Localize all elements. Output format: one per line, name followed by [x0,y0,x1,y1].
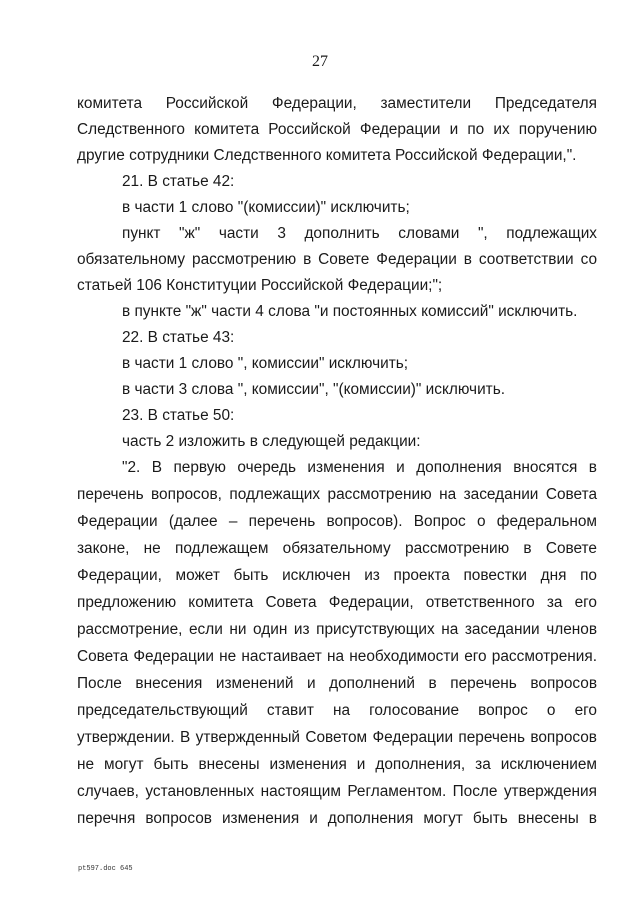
text-line: Следственного комитета Российской Федерации и по их поручению [77,121,597,138]
text-line: другие сотрудники Следственного комитета Российской Федерации,". [77,147,577,164]
text-line: После внесения изменений и дополнений в перечень вопросов [77,675,597,692]
text-line: рассмотрение, если ни один из присутствующих на заседании членов [77,621,597,638]
text-line: перечень вопросов, подлежащих рассмотрению на заседании Совета [77,486,597,503]
text-line: в пункте "ж" части 4 слова "и постоянных комиссий" исключить. [122,303,578,320]
text-line: часть 2 изложить в следующей редакции: [122,433,421,450]
text-line: комитета Российской Федерации, заместители Председателя [77,95,597,112]
text-line: утверждении. В утвержденный Советом Федерации перечень вопросов [77,729,597,746]
text-line: в части 3 слова ", комиссии", "(комиссии)" исключить. [122,381,506,398]
text-line: не могут быть внесены изменения и дополнения, за исключением [77,756,597,773]
text-line: предложению комитета Совета Федерации, ответственного за его [77,594,597,611]
text-line: 21. В статье 42: [122,173,235,190]
text-line: перечня вопросов изменения и дополнения могут быть внесены в [77,810,597,827]
footer-file-code: pt597.doc 645 [78,865,133,873]
text-line: в части 1 слово ", комиссии" исключить; [122,355,409,372]
text-line: Федерации, может быть исключен из проекта повестки дня по [77,567,597,584]
text-line: законе, не подлежащем обязательному рассмотрению в Совете [77,540,597,557]
text-line: Федерации (далее – перечень вопросов). Вопрос о федеральном [77,513,597,530]
text-line: 23. В статье 50: [122,407,235,424]
text-line: "2. В первую очередь изменения и дополнения вносятся в [122,459,597,476]
text-line: 22. В статье 43: [122,329,235,346]
text-line: в части 1 слово "(комиссии)" исключить; [122,199,410,216]
page-number: 27 [312,53,328,70]
text-line: статьей 106 Конституции Российской Федерации;"; [77,277,443,294]
text-line: случаев, установленных настоящим Регламентом. После утверждения [77,783,597,800]
text-line: пункт "ж" части 3 дополнить словами ", подлежащих [122,225,597,242]
text-line: Совета Федерации не настаивает на необходимости его рассмотрения. [77,648,597,665]
text-line: обязательному рассмотрению в Совете Федерации в соответствии со [77,251,597,268]
text-line: председательствующий ставит на голосование вопрос о его [77,702,597,719]
